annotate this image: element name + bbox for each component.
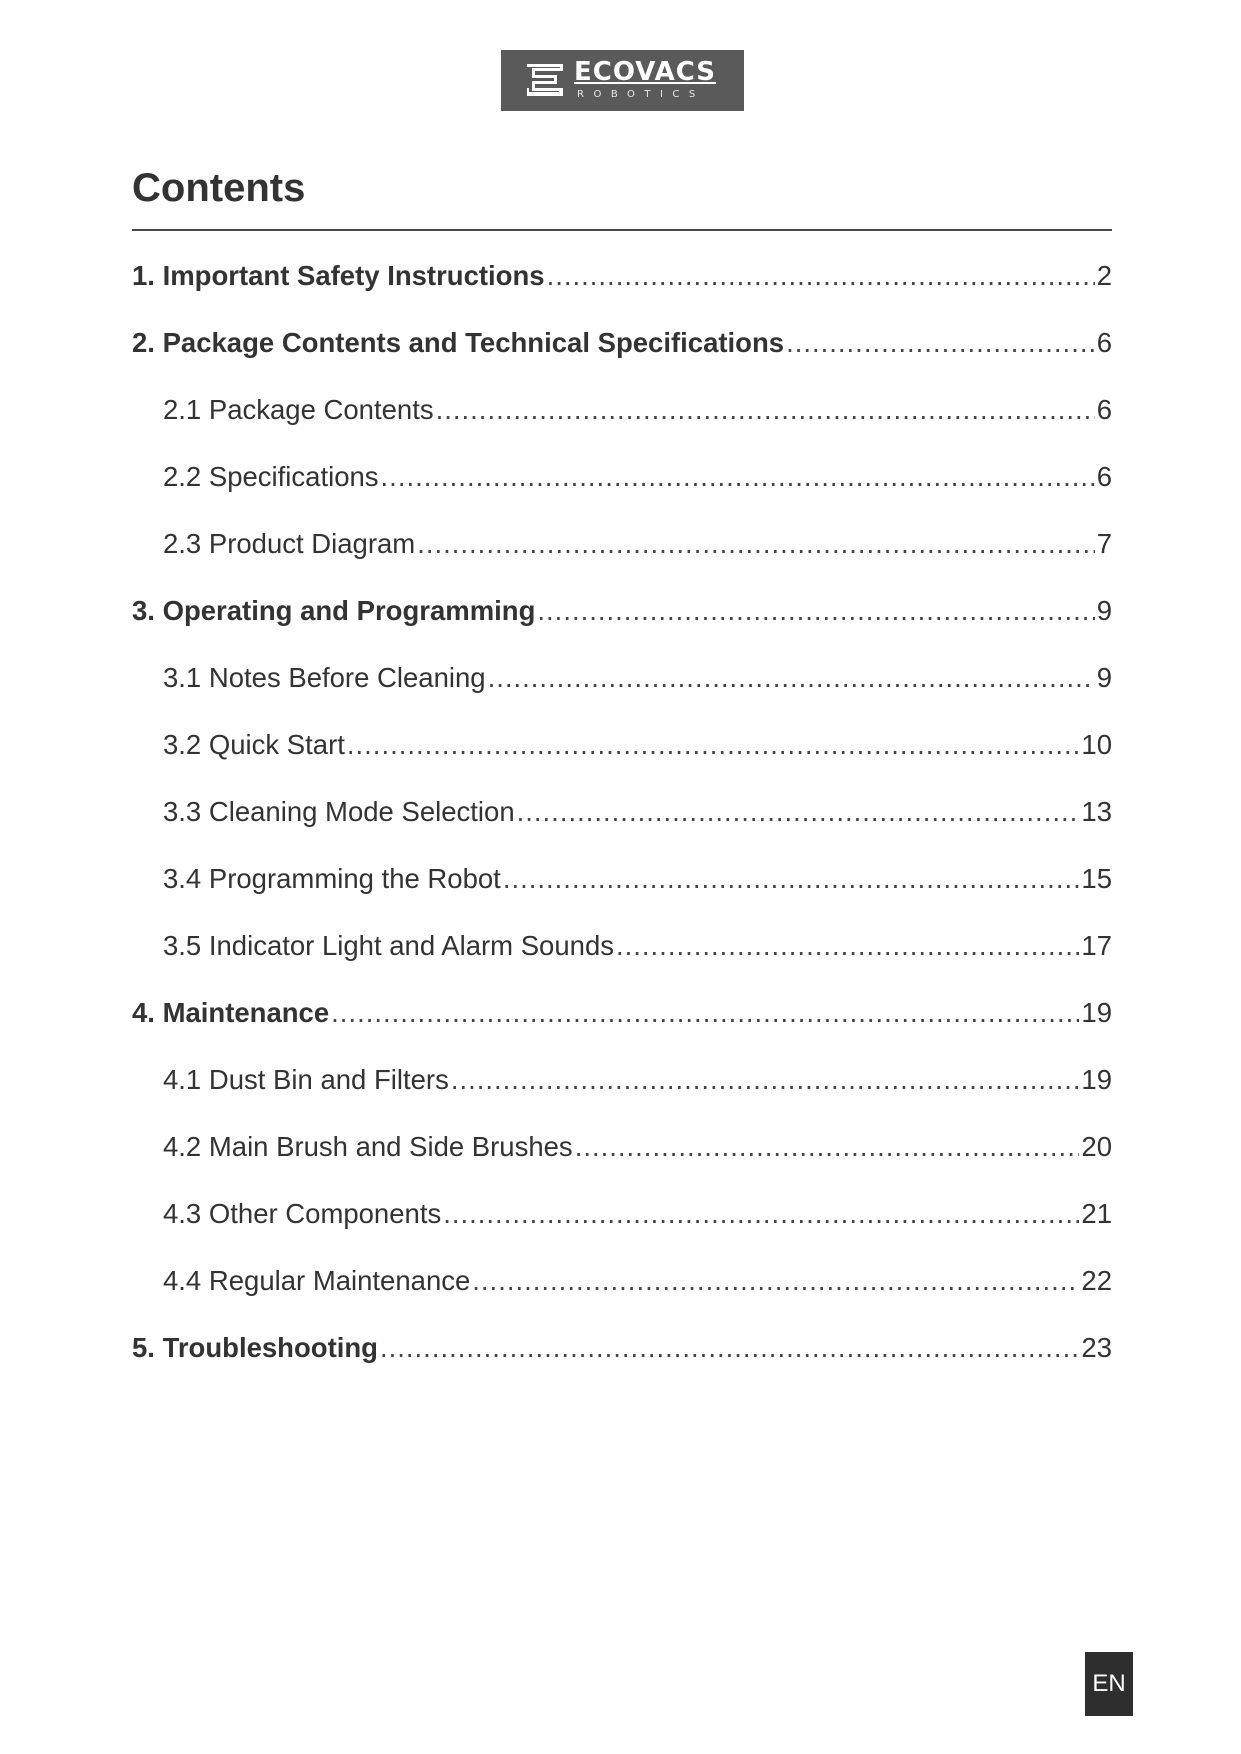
toc-entry-page-number: 9 bbox=[1096, 662, 1112, 693]
title-divider bbox=[132, 229, 1112, 231]
toc-entry-page-number: 6 bbox=[1096, 394, 1112, 425]
toc-entry-label: 4.2 Main Brush and Side Brushes bbox=[163, 1131, 573, 1162]
toc-dot-leader bbox=[347, 719, 1080, 771]
toc-entry-page-number: 19 bbox=[1081, 997, 1112, 1028]
ecovacs-logo-mark-icon bbox=[523, 60, 567, 100]
toc-entry[interactable] bbox=[132, 1054, 1112, 1121]
toc-entry-page-number: 2 bbox=[1096, 260, 1112, 291]
toc-entry[interactable] bbox=[132, 786, 1112, 853]
toc-dot-leader bbox=[380, 1322, 1079, 1374]
toc-entry-page-number: 23 bbox=[1081, 1332, 1112, 1363]
toc-entry[interactable] bbox=[132, 1188, 1112, 1255]
toc-entry-label: 2.1 Package Contents bbox=[163, 394, 434, 425]
toc-dot-leader bbox=[436, 384, 1095, 436]
logo-subtitle-text: ROBOTICS bbox=[577, 89, 705, 100]
toc-entry-label: 3.5 Indicator Light and Alarm Sounds bbox=[163, 930, 614, 961]
toc-dot-leader bbox=[575, 1121, 1080, 1173]
toc-entry-label: 3.1 Notes Before Cleaning bbox=[163, 662, 486, 693]
page-title: Contents bbox=[132, 166, 306, 210]
toc-dot-leader bbox=[472, 1255, 1079, 1307]
toc-entry-page-number: 22 bbox=[1081, 1265, 1112, 1296]
toc-entry-label: 4. Maintenance bbox=[132, 997, 330, 1028]
toc-dot-leader bbox=[517, 786, 1080, 838]
toc-entry[interactable] bbox=[132, 317, 1112, 384]
toc-entry-label: 2.2 Specifications bbox=[163, 461, 379, 492]
toc-dot-leader bbox=[331, 987, 1079, 1039]
toc-entry-page-number: 10 bbox=[1081, 729, 1112, 760]
toc-dot-leader bbox=[537, 585, 1094, 637]
toc-dot-leader bbox=[381, 451, 1095, 503]
toc-entry-label: 2.3 Product Diagram bbox=[163, 528, 416, 559]
toc-entry[interactable] bbox=[132, 1121, 1112, 1188]
toc-entry[interactable] bbox=[132, 250, 1112, 317]
toc-entry-label: 3. Operating and Programming bbox=[132, 595, 536, 626]
toc-dot-leader bbox=[417, 518, 1095, 570]
toc-entry[interactable] bbox=[132, 719, 1112, 786]
toc-entry[interactable] bbox=[132, 853, 1112, 920]
toc-entry-page-number: 7 bbox=[1096, 528, 1112, 559]
toc-entry-page-number: 20 bbox=[1081, 1131, 1112, 1162]
toc-entry-label: 5. Troubleshooting bbox=[132, 1332, 378, 1363]
toc-dot-leader bbox=[451, 1054, 1080, 1106]
toc-entry[interactable] bbox=[132, 384, 1112, 451]
toc-entry-label: 3.3 Cleaning Mode Selection bbox=[163, 796, 515, 827]
toc-entry-page-number: 13 bbox=[1081, 796, 1112, 827]
toc-entry-page-number: 6 bbox=[1096, 327, 1112, 358]
toc-entry-label: 4.4 Regular Maintenance bbox=[163, 1265, 471, 1296]
language-badge: EN bbox=[1085, 1652, 1133, 1716]
toc-entry-label: 3.4 Programming the Robot bbox=[163, 863, 501, 894]
toc-dot-leader bbox=[547, 250, 1095, 302]
table-of-contents bbox=[132, 250, 1112, 1389]
toc-dot-leader bbox=[786, 317, 1095, 369]
toc-entry-label: 1. Important Safety Instructions bbox=[132, 260, 545, 291]
logo-brand-text: ECOVACS bbox=[574, 57, 717, 87]
toc-entry-label: 4.3 Other Components bbox=[163, 1198, 442, 1229]
toc-entry[interactable] bbox=[132, 920, 1112, 987]
toc-entry[interactable] bbox=[132, 585, 1112, 652]
toc-entry-page-number: 21 bbox=[1081, 1198, 1112, 1229]
toc-entry-label: 4.1 Dust Bin and Filters bbox=[163, 1064, 449, 1095]
toc-entry-page-number: 9 bbox=[1096, 595, 1112, 626]
toc-dot-leader bbox=[488, 652, 1095, 704]
toc-entry-label: 2. Package Contents and Technical Specifications bbox=[132, 327, 785, 358]
toc-entry[interactable] bbox=[132, 518, 1112, 585]
toc-dot-leader bbox=[503, 853, 1080, 905]
toc-dot-leader bbox=[443, 1188, 1079, 1240]
toc-entry[interactable] bbox=[132, 1255, 1112, 1322]
toc-entry[interactable] bbox=[132, 1322, 1112, 1389]
toc-entry-label: 3.2 Quick Start bbox=[163, 729, 345, 760]
ecovacs-logo bbox=[501, 50, 744, 111]
toc-entry[interactable] bbox=[132, 451, 1112, 518]
toc-entry-page-number: 15 bbox=[1081, 863, 1112, 894]
toc-entry[interactable] bbox=[132, 987, 1112, 1054]
toc-entry-page-number: 19 bbox=[1081, 1064, 1112, 1095]
toc-entry-page-number: 17 bbox=[1081, 930, 1112, 961]
toc-dot-leader bbox=[616, 920, 1079, 972]
toc-entry[interactable] bbox=[132, 652, 1112, 719]
toc-entry-page-number: 6 bbox=[1096, 461, 1112, 492]
